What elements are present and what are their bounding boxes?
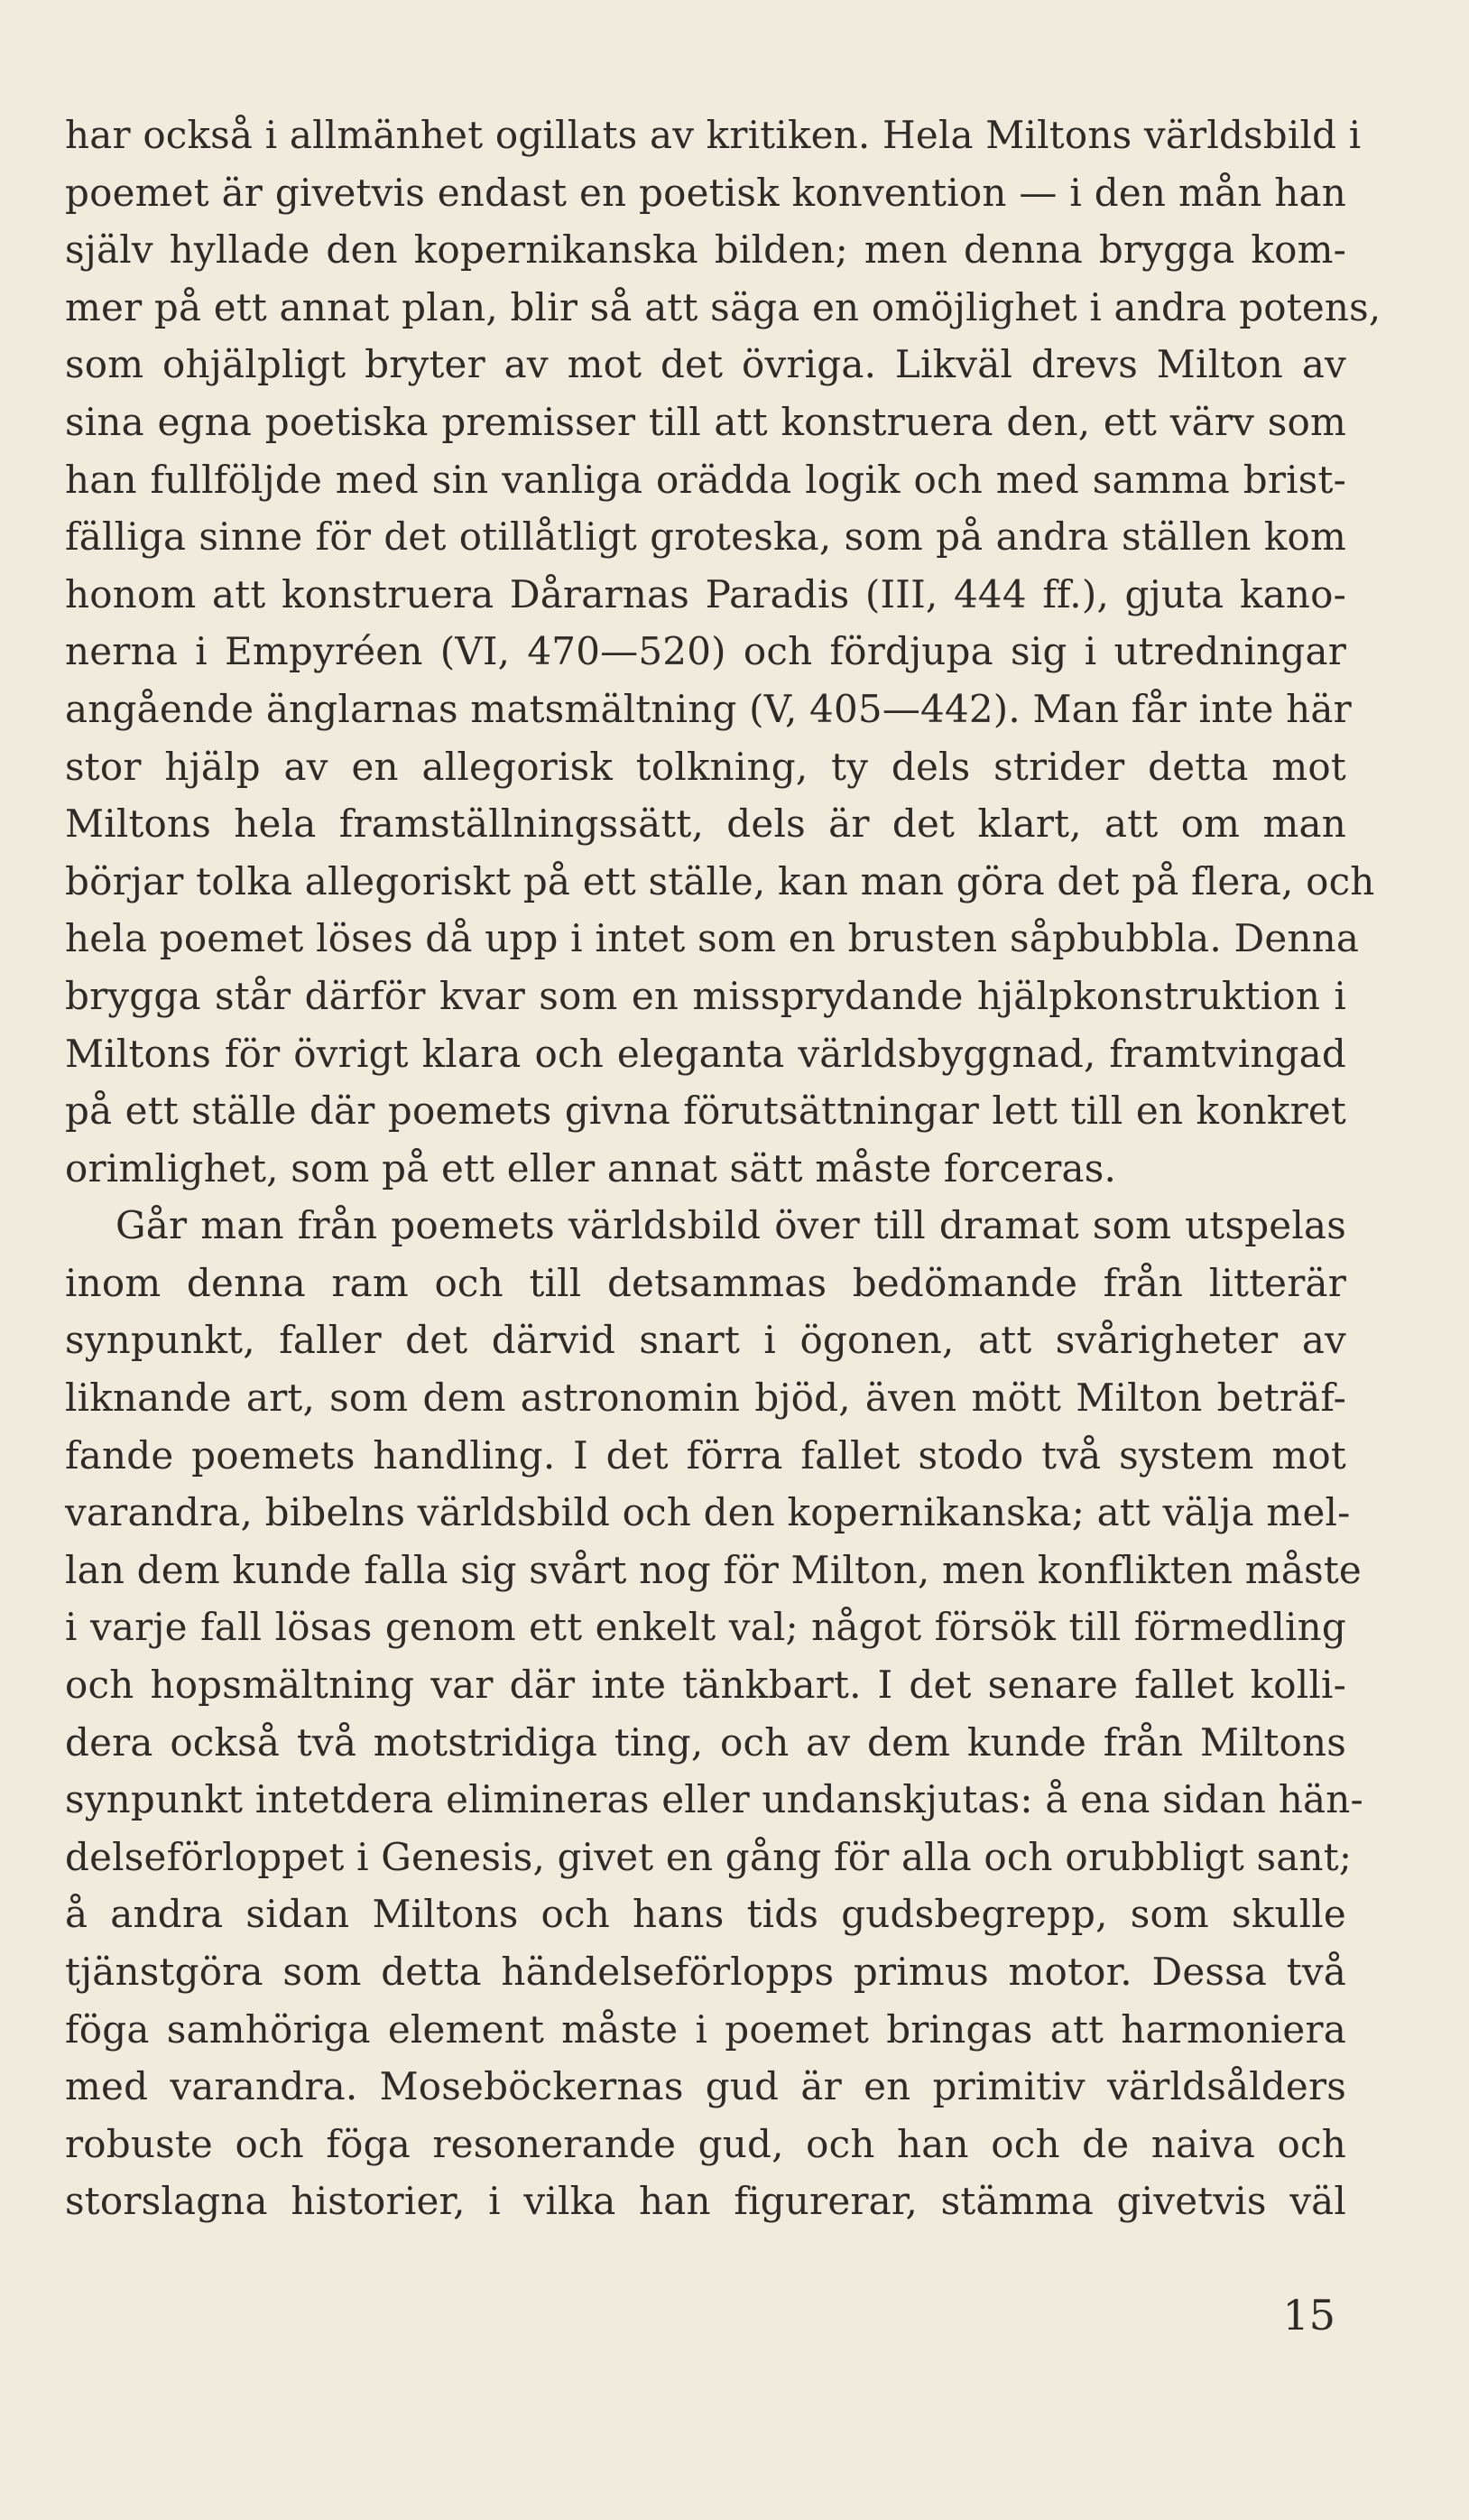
- text-line: Miltons för övrigt klara och eleganta världsbyggnad, framtvingad: [65, 1031, 1346, 1076]
- text-line: själv hyllade den kopernikanska bilden; men denna brygga kom-: [65, 227, 1346, 273]
- text-line: stor hjälp av en allegorisk tolkning, ty dels strider detta mot: [65, 744, 1346, 789]
- text-line: fande poemets handling. I det förra fallet stodo två system mot: [65, 1432, 1346, 1478]
- text-line: har också i allmänhet ogillats av kritiken. Hela Miltons världsbild i: [65, 113, 1362, 157]
- text-line: på ett ställe där poemets givna förutsättningar lett till en konkret: [65, 1089, 1346, 1134]
- text-line: föga samhöriga element måste i poemet bringas att harmoniera: [65, 2006, 1346, 2052]
- text-line: sina egna poetiska premisser till att konstruera den, ett värv som: [65, 399, 1346, 444]
- text-line: poemet är givetvis endast en poetisk konvention — i den mån han: [65, 170, 1346, 215]
- text-line: varandra, bibelns världsbild och den kopernikanska; att välja mel-: [65, 1490, 1351, 1535]
- text-line: tjänstgöra som detta händelseförlopps primus motor. Dessa två: [65, 1950, 1346, 1994]
- text-line: som ohjälpligt bryter av mot det övriga. Likväl drevs Milton av: [65, 342, 1346, 387]
- text-line: hela poemet löses då upp i intet som en brusten såpbubbla. Denna: [65, 916, 1360, 961]
- text-line: delseförloppet i Genesis, givet en gång för alla och orubbligt sant;: [65, 1834, 1353, 1879]
- text-line: synpunkt intetdera elimineras eller undanskjutas: å ena sidan hän-: [65, 1777, 1363, 1822]
- body-text: [65, 107, 1381, 2230]
- paragraph-start-line: Går man från poemets världsbild över till dramat som utspelas: [115, 1203, 1346, 1248]
- text-line: angående änglarnas matsmältning (V, 405—442). Man får inte här: [65, 686, 1352, 731]
- text-line: å andra sidan Miltons och hans tids gudsbegrepp, som skulle: [65, 1892, 1346, 1937]
- text-line: börjar tolka allegoriskt på ett ställe, kan man göra det på flera, och: [65, 858, 1375, 903]
- text-line: och hopsmältning var där inte tänkbart. I det senare fallet kolli-: [65, 1663, 1346, 1708]
- text-line: lan dem kunde falla sig svårt nog för Milton, men konflikten måste: [65, 1547, 1362, 1592]
- paragraph-end-line: orimlighet, som på ett eller annat sätt måste forceras.: [65, 1145, 1117, 1191]
- text-line: Miltons hela framställningssätt, dels är det klart, att om man: [65, 801, 1346, 847]
- text-line: liknande art, som dem astronomin bjöd, även mött Milton beträf-: [65, 1376, 1346, 1421]
- text-line: synpunkt, faller det därvid snart i ögonen, att svårigheter av: [65, 1318, 1346, 1363]
- text-line: brygga står därför kvar som en missprydande hjälpkonstruktion i: [65, 973, 1346, 1018]
- page-number: 15: [1282, 2291, 1335, 2339]
- text-line: dera också två motstridiga ting, och av dem kunde från Miltons: [65, 1719, 1346, 1765]
- text-line: nerna i Empyréen (VI, 470—520) och fördjupa sig i utredningar: [65, 629, 1346, 674]
- text-line: han fullföljde med sin vanliga orädda logik och med samma brist-: [65, 457, 1346, 502]
- text-line: inom denna ram och till detsammas bedömande från litterär: [65, 1260, 1346, 1305]
- text-line: storslagna historier, i vilka han figurerar, stämma givetvis väl: [65, 2179, 1346, 2224]
- text-line: robuste och föga resonerande gud, och han och de naiva och: [65, 2121, 1346, 2166]
- text-line: honom att konstruera Dårarnas Paradis (III, 444 ff.), gjuta kano-: [65, 571, 1346, 616]
- text-line: fälliga sinne för det otillåtligt groteska, som på andra ställen kom: [65, 514, 1346, 560]
- text-line: mer på ett annat plan, blir så att säga en omöjlighet i andra potens,: [65, 284, 1381, 329]
- text-line: i varje fall lösas genom ett enkelt val; något försök till förmedling: [65, 1605, 1346, 1650]
- text-line: med varandra. Moseböckernas gud är en primitiv världsålders: [65, 2064, 1346, 2109]
